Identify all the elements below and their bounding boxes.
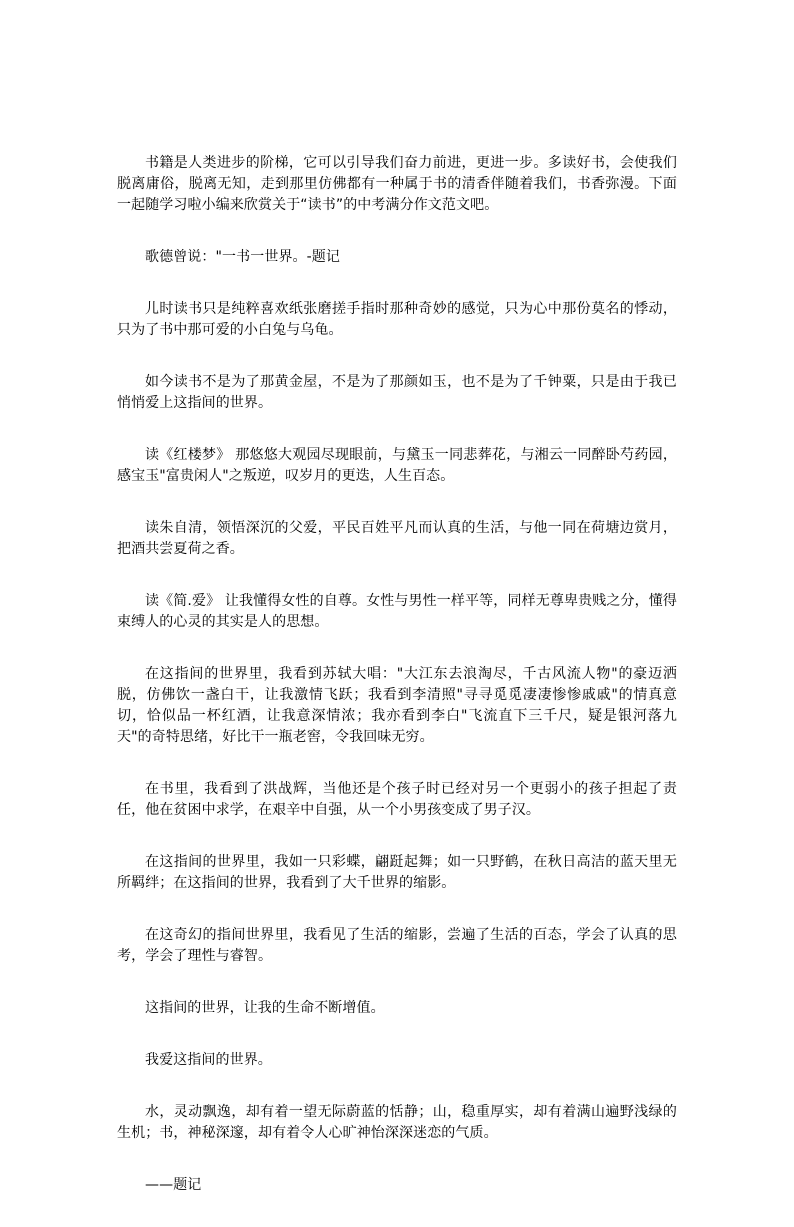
- paragraph-life-value: 这指间的世界，让我的生命不断增值。: [145, 1000, 385, 1016]
- paragraph-poets: 在这指间的世界里，我看到苏轼大唱："大江东去浪淘尽，千古风流人物"的豪迈洒脱，仿佛饮一盏白干，让我激情飞跃；我看到李清照"寻寻觅觅凄凄惨惨戚戚"的情真意切，恰似品一杯红酒，让我意深情浓；我亦看到李白"飞流直下三千尺，疑是银河落九天"的奇特思绪，好比干一瓶老窖，令我回味无穷。: [117, 666, 677, 745]
- paragraph-honglou: 读《红楼梦》 那悠悠大观园尽现眼前，与黛玉一同悲葬花，与湘云一同醉卧芍药园，感宝玉"富贵闲人"之叛逆，叹岁月的更迭，人生百态。: [117, 447, 677, 484]
- paragraph-butterfly: 在这指间的世界里，我如一只彩蝶，翩跹起舞；如一只野鹤，在秋日高洁的蓝天里无所羁绊；在这指间的世界，我看到了大千世界的缩影。: [117, 854, 677, 891]
- paragraph-love-world: 我爱这指间的世界。: [145, 1052, 272, 1068]
- paragraph-now: 如今读书不是为了那黄金屋，不是为了那颜如玉，也不是为了千钟粟，只是由于我已悄悄爱上这指间的世界。: [117, 374, 677, 411]
- paragraph-water-mountain-book: 水，灵动飘逸，却有着一望无际蔚蓝的恬静；山，稳重厚实，却有着满山遍野浅绿的生机；书，神秘深邃，却有着令人心旷神怡深深迷恋的气质。: [117, 1104, 677, 1141]
- paragraph-childhood: 儿时读书只是纯粹喜欢纸张磨搓手指时那种奇妙的感觉，只为心中那份莫名的悸动，只为了书中那可爱的小白兔与乌龟。: [117, 301, 677, 338]
- paragraph-intro: 书籍是人类进步的阶梯，它可以引导我们奋力前进，更进一步。多读好书，会使我们脱离庸俗，脱离无知，走到那里仿佛都有一种属于书的清香伴随着我们，书香弥漫。下面一起随学习啦小编来欣赏关于“读书”的中考满分作文范文吧。: [117, 155, 677, 213]
- paragraph-zhuziqing: 读朱自清，领悟深沉的父爱，平民百姓平凡而认真的生活，与他一同在荷塘边赏月，把酒共尝夏荷之香。: [117, 520, 677, 557]
- document-body: [117, 153, 677, 1227]
- paragraph-jane-eyre: 读《简.爱》 让我懂得女性的自尊。女性与男性一样平等，同样无尊卑贵贱之分，懂得束缚人的心灵的其实是人的思想。: [117, 593, 677, 630]
- paragraph-epigraph-mark: ——题记: [145, 1177, 202, 1193]
- paragraph-fantasy-world: 在这奇幻的指间世界里，我看见了生活的缩影，尝遍了生活的百态，学会了认真的思考，学会了理性与睿智。: [117, 927, 677, 964]
- paragraph-hong-zhanhui: 在书里，我看到了洪战辉，当他还是个孩子时已经对另一个更弱小的孩子担起了责任，他在贫困中求学，在艰辛中自强，从一个小男孩变成了男子汉。: [117, 781, 677, 818]
- paragraph-epigraph-goethe: 歌德曾说："一书一世界。-题记: [145, 249, 340, 265]
